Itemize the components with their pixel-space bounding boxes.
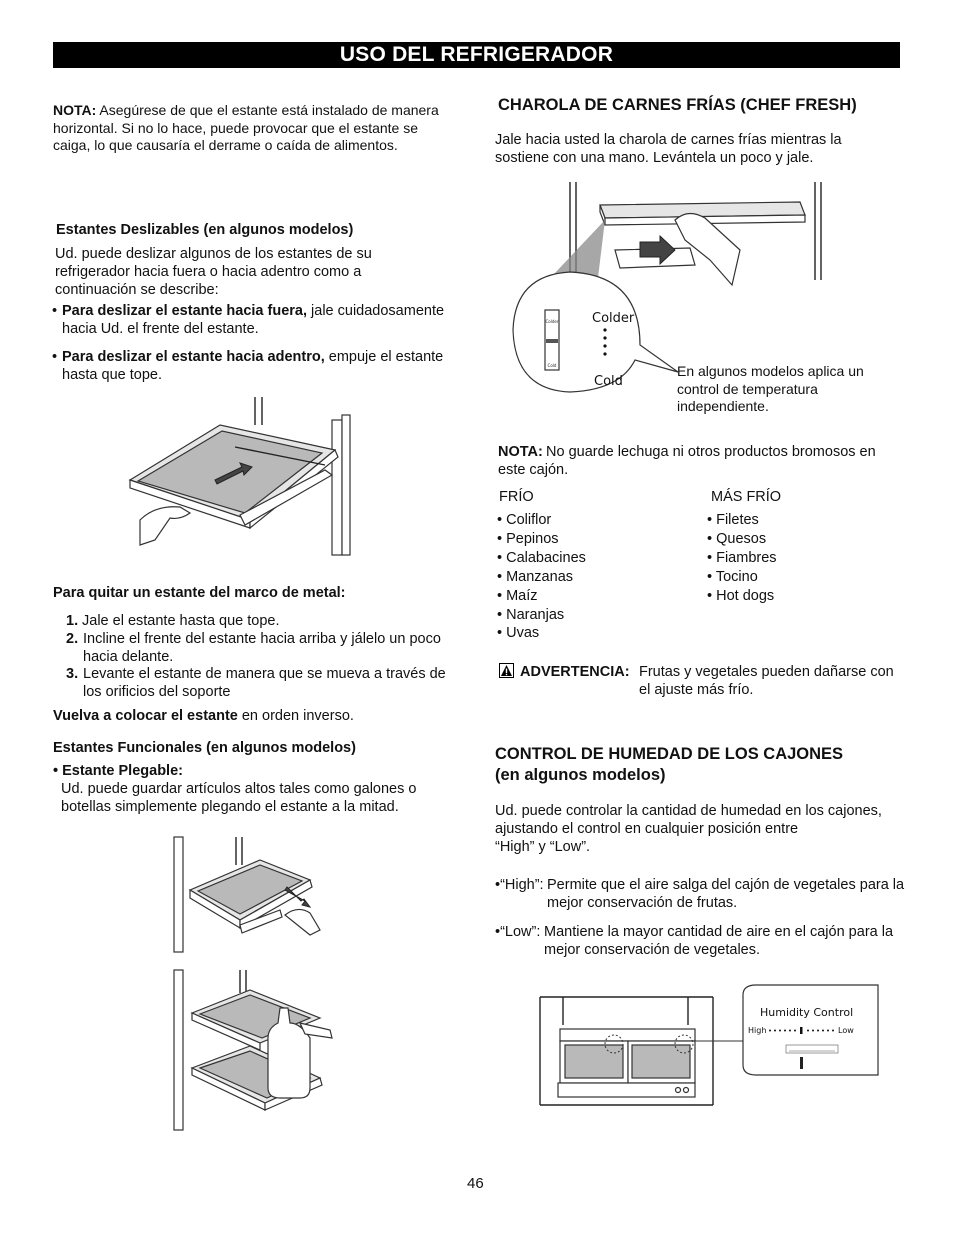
folding-shelf-illustration-2 bbox=[170, 968, 350, 1133]
humidity-title-line1: CONTROL DE HUMEDAD DE LOS CAJONES bbox=[495, 745, 844, 763]
list-item: • Quesos bbox=[707, 530, 767, 547]
note2-label: NOTA: bbox=[498, 444, 543, 460]
list-item: • Hot dogs bbox=[707, 587, 775, 604]
cold-list bbox=[497, 511, 586, 643]
remove-step-2 bbox=[66, 630, 466, 666]
warning-text: Frutas y vegetales pueden dañarse con el ajuste más frío. bbox=[639, 664, 894, 699]
replace-shelf-text: en orden inverso. bbox=[237, 708, 354, 724]
slide-out-bold: Para deslizar el estante hacia fuera, bbox=[62, 303, 308, 319]
sliding-shelf-illustration bbox=[110, 395, 370, 555]
list-item: • Naranjas bbox=[497, 606, 565, 623]
page-title-banner: USO DEL REFRIGERADOR bbox=[53, 42, 900, 68]
list-item: • Filetes bbox=[707, 512, 759, 528]
list-item: • Coliflor bbox=[497, 512, 552, 528]
humidity-title bbox=[495, 744, 843, 785]
folding-shelf-label: • Estante Plegable: bbox=[53, 763, 183, 779]
cold-list-heading: FRÍO bbox=[499, 489, 534, 505]
chef-fresh-text: Jale hacia usted la charola de carnes frías mientras la sostiene con una mano. Levántela un poco y jale. bbox=[495, 132, 842, 167]
slide-out-bullet: • Para deslizar el estante hacia fuera, jale cuidadosamente hacia Ud. el frente del estante. bbox=[52, 303, 445, 338]
humidity-title-line2: (en algunos modelos) bbox=[495, 765, 666, 784]
folding-shelf-block bbox=[53, 762, 453, 816]
list-item: • Calabacines bbox=[497, 549, 586, 566]
colder-list bbox=[707, 511, 777, 606]
humidity-low-text: Mantiene la mayor cantidad de aire en el cajón para la mejor conservación de vegetales. bbox=[544, 924, 894, 959]
humidity-high-text: Permite que el aire salga del cajón de vegetales para la mejor conservación de frutas. bbox=[547, 877, 905, 912]
remove-step-3-text: Levante el estante de manera que se mueva a través de los orificios del soporte bbox=[83, 666, 446, 701]
humidity-intro bbox=[495, 802, 890, 856]
slide-in-bullet: • Para deslizar el estante hacia adentro, empuje el estante hasta que tope. bbox=[52, 349, 444, 384]
list-item: • Manzanas bbox=[497, 568, 574, 585]
humidity-low-label: •“Low”: bbox=[495, 924, 541, 940]
remove-step-3-number: 3. bbox=[66, 666, 79, 682]
humidity-intro-end: “High” y “Low”. bbox=[495, 839, 591, 856]
slide-out-text: jale cuidadosamente hacia Ud. el frente del estante. bbox=[62, 303, 445, 338]
note-label: NOTA: bbox=[53, 102, 97, 118]
remove-shelf-title: Para quitar un estante del marco de metal: bbox=[53, 585, 346, 601]
slide-in-bold: Para deslizar el estante hacia adentro, bbox=[62, 349, 325, 365]
humidity-drawers-illustration bbox=[538, 985, 878, 1110]
note-block bbox=[53, 102, 448, 155]
remove-step-2-number: 2. bbox=[66, 631, 79, 647]
folding-shelf-illustration-1 bbox=[170, 835, 330, 955]
humidity-intro-text: Ud. puede controlar la cantidad de humedad en los cajones, ajustando el control en cualquier posición entre bbox=[495, 803, 882, 838]
list-item: • Maíz bbox=[497, 587, 538, 604]
dial-colder-label: Colder bbox=[592, 311, 635, 326]
remove-step-1 bbox=[66, 612, 466, 630]
remove-step-1-text: Jale el estante hasta que tope. bbox=[82, 613, 280, 629]
folding-shelf-text: Ud. puede guardar artículos altos tales como galones o botellas simplemente plegando el estante a la mitad. bbox=[61, 781, 417, 816]
replace-shelf-line bbox=[53, 707, 354, 725]
dial-cold-label: Cold bbox=[594, 374, 623, 389]
humidity-control-high: High bbox=[748, 1026, 767, 1035]
note2-text: No guarde lechuga ni otros productos bromosos en este cajón. bbox=[498, 444, 876, 479]
replace-shelf-bold: Vuelva a colocar el estante bbox=[53, 708, 238, 724]
remove-step-1-number: 1. bbox=[66, 613, 79, 629]
sliding-shelves-intro: Ud. puede deslizar algunos de los estantes de su refrigerador hacia fuera o hacia adentro como a continuación se describe: bbox=[55, 246, 372, 299]
sliding-shelves-title: Estantes Deslizables (en algunos modelos) bbox=[56, 222, 354, 238]
list-item: • Fiambres bbox=[707, 549, 777, 566]
remove-step-3 bbox=[66, 665, 466, 701]
humidity-high-item bbox=[495, 876, 915, 912]
humidity-high-label: •“High”: bbox=[495, 877, 544, 893]
remove-step-2-text: Incline el frente del estante hacia arriba y jálelo un poco hacia delante. bbox=[83, 631, 441, 666]
humidity-control-title: Humidity Control bbox=[760, 1006, 854, 1019]
humidity-control-low: Low bbox=[838, 1026, 854, 1035]
warning-block bbox=[499, 663, 899, 699]
list-item: • Tocino bbox=[707, 568, 758, 585]
list-item: • Pepinos bbox=[497, 530, 559, 547]
warning-icon bbox=[499, 663, 514, 678]
chef-fresh-title: CHAROLA DE CARNES FRÍAS (CHEF FRESH) bbox=[498, 96, 857, 114]
warning-label: ADVERTENCIA: bbox=[520, 664, 630, 680]
list-item: • Uvas bbox=[497, 625, 540, 642]
page-number: 46 bbox=[467, 1175, 484, 1192]
slide-in-text: empuje el estante hasta que tope. bbox=[62, 349, 444, 384]
note2-block bbox=[498, 443, 893, 479]
note-text: Asegúrese de que el estante está instalado de manera horizontal. Si no lo hace, puede provocar que el estante se caiga, lo que causaría el derrame o caída de alimentos. bbox=[53, 102, 439, 153]
svg-text:Colder: Colder bbox=[545, 319, 559, 324]
functional-shelves-title: Estantes Funcionales (en algunos modelos) bbox=[53, 740, 356, 756]
svg-text:Cold: Cold bbox=[547, 363, 557, 368]
temp-control-callout: En algunos modelos aplica un control de temperatura independiente. bbox=[677, 363, 864, 414]
colder-list-heading: MÁS FRÍO bbox=[711, 489, 782, 505]
humidity-low-item bbox=[495, 923, 915, 959]
